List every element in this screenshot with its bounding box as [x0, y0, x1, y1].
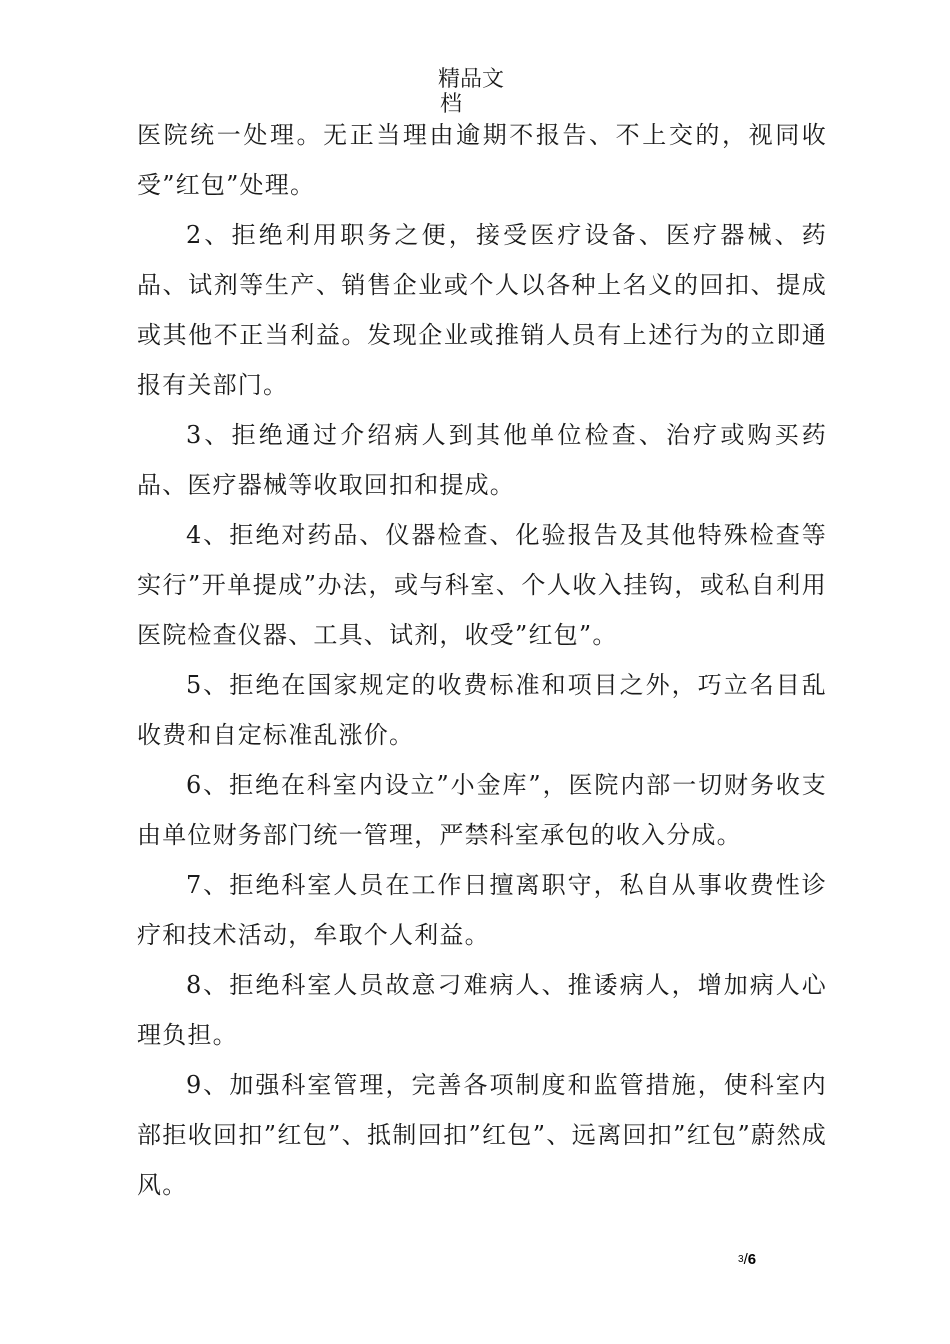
current-page-number: 3	[738, 1254, 744, 1265]
paragraph-item-5: 5、拒绝在国家规定的收费标准和项目之外，巧立名目乱收费和自定标准乱涨价。	[137, 671, 827, 749]
paragraph-item-8: 8、拒绝科室人员故意刁难病人、推诿病人，增加病人心理负担。	[137, 971, 827, 1049]
paragraph-item-9: 9、加强科室管理，完善各项制度和监管措施，使科室内部拒收回扣”红包”、抵制回扣”红包”、远离回扣”红包”蔚然成风。	[137, 1071, 827, 1199]
header-title-line2: 档	[439, 92, 462, 117]
page-separator: /	[743, 1251, 748, 1268]
total-page-count: 6	[747, 1251, 757, 1268]
paragraph-item-6: 6、拒绝在科室内设立”小金库”，医院内部一切财务收支由单位财务部门统一管理，严禁科室承包的收入分成。	[137, 771, 827, 849]
document-body	[137, 110, 827, 1210]
page-number	[738, 1251, 756, 1268]
paragraph-item-4: 4、拒绝对药品、仪器检查、化验报告及其他特殊检查等实行”开单提成”办法，或与科室、个人收入挂钩，或私自利用医院检查仪器、工具、试剂，收受”红包”。	[137, 521, 827, 649]
paragraph-item-3: 3、拒绝通过介绍病人到其他单位检查、治疗或购买药品、医疗器械等收取回扣和提成。	[137, 421, 827, 499]
paragraph-continued: 医院统一处理。无正当理由逾期不报告、不上交的，视同收受”红包”处理。	[137, 121, 827, 199]
paragraph-item-2: 2、拒绝利用职务之便，接受医疗设备、医疗器械、药品、试剂等生产、销售企业或个人以各种上名义的回扣、提成或其他不正当利益。发现企业或推销人员有上述行为的立即通报有关部门。	[137, 221, 827, 399]
header-title-line1: 精品文	[437, 67, 504, 92]
paragraph-item-7: 7、拒绝科室人员在工作日擅离职守，私自从事收费性诊疗和技术活动，牟取个人利益。	[137, 871, 827, 949]
